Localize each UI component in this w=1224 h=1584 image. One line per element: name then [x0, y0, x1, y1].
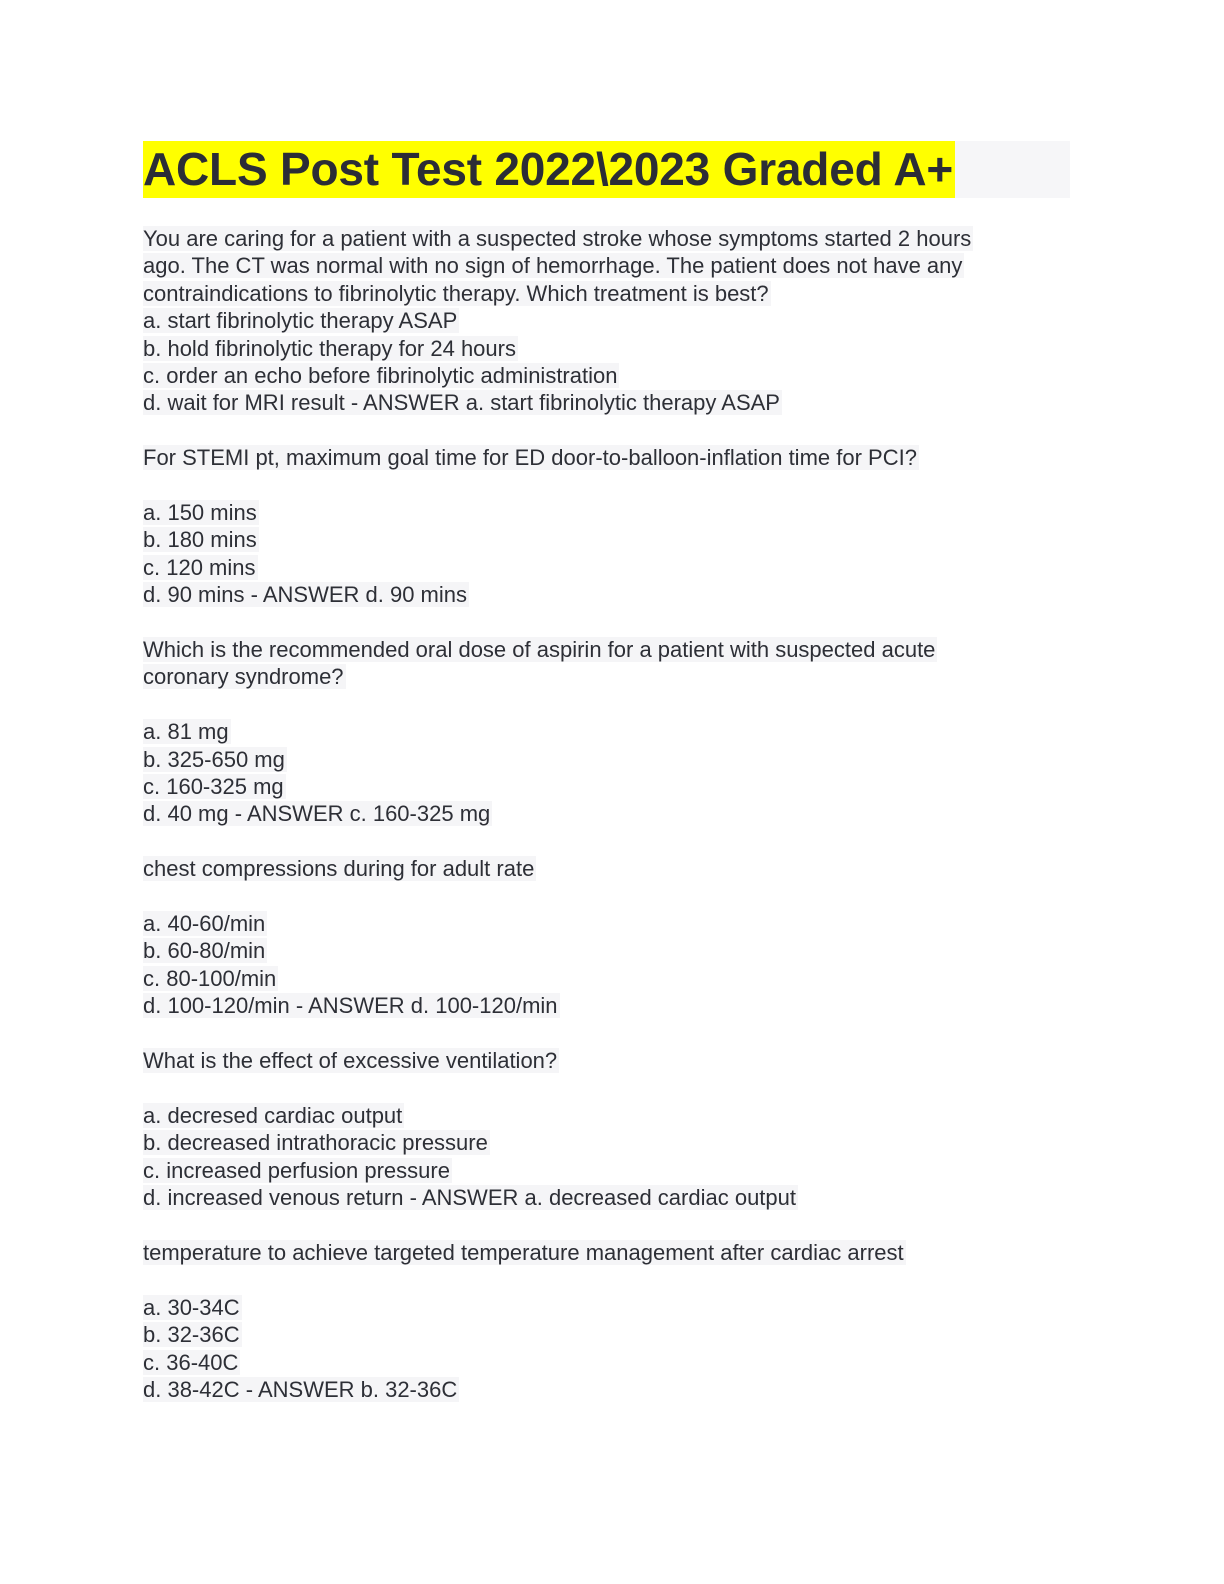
- answer-option: [143, 362, 1073, 389]
- answer-option-text: c. 160-325 mg: [143, 774, 284, 800]
- question-stem-line: [143, 280, 1073, 307]
- blank-line: [143, 691, 1073, 718]
- answer-option: [143, 1321, 1073, 1348]
- answer-option-text: d. 38-42C - ANSWER b. 32-36C: [143, 1376, 458, 1402]
- question-stem-line: [143, 444, 1073, 471]
- blank-line: [143, 883, 1073, 910]
- answer-option-text: b. decreased intrathoracic pressure: [143, 1130, 488, 1156]
- answer-option-with-key: [143, 581, 1073, 608]
- answer-option-text: c. increased perfusion pressure: [143, 1157, 450, 1183]
- blank-line: [143, 472, 1073, 499]
- answer-option: [143, 773, 1073, 800]
- question-stem-text: contraindications to fibrinolytic therapy. Which treatment is best?: [143, 280, 769, 306]
- answer-option-with-key: [143, 1376, 1073, 1403]
- answer-option-with-key: [143, 389, 1073, 416]
- answer-option-text: a. 81 mg: [143, 719, 229, 745]
- answer-option-text: a. 40-60/min: [143, 911, 266, 937]
- answer-option-text: d. 100-120/min - ANSWER d. 100-120/min: [143, 993, 558, 1019]
- question-stem-text: coronary syndrome?: [143, 664, 344, 690]
- blank-line: [143, 1266, 1073, 1293]
- question-block: [143, 1239, 1073, 1403]
- answer-option-text: c. 36-40C: [143, 1349, 239, 1375]
- question-stem-text: You are caring for a patient with a suspected stroke whose symptoms started 2 hours: [143, 226, 972, 251]
- question-block: [143, 1047, 1073, 1211]
- answer-option-with-key: [143, 800, 1073, 827]
- answer-option-text: b. hold fibrinolytic therapy for 24 hours: [143, 335, 516, 361]
- answer-option-text: a. decresed cardiac output: [143, 1102, 403, 1128]
- answer-option: [143, 718, 1073, 745]
- answer-option: [143, 1294, 1073, 1321]
- answer-option: [143, 965, 1073, 992]
- answer-option: [143, 554, 1073, 581]
- answer-option-text: d. 90 mins - ANSWER d. 90 mins: [143, 582, 467, 608]
- question-list: [143, 225, 1073, 1431]
- answer-option-text: b. 180 mins: [143, 527, 257, 553]
- answer-option-text: b. 32-36C: [143, 1322, 240, 1348]
- question-stem-line: [143, 225, 1073, 252]
- question-block: [143, 444, 1073, 608]
- answer-option-text: b. 325-650 mg: [143, 746, 285, 772]
- answer-option: [143, 1349, 1073, 1376]
- answer-option-text: d. increased venous return - ANSWER a. decreased cardiac output: [143, 1185, 797, 1211]
- answer-option: [143, 746, 1073, 773]
- answer-option-with-key: [143, 1184, 1073, 1211]
- question-stem-line: [143, 636, 1073, 663]
- question-block: [143, 225, 1073, 417]
- question-stem-line: [143, 1047, 1073, 1074]
- answer-option-text: a. start fibrinolytic therapy ASAP: [143, 308, 458, 334]
- question-stem-text: For STEMI pt, maximum goal time for ED door-to-balloon-inflation time for PCI?: [143, 445, 917, 471]
- answer-option-text: d. 40 mg - ANSWER c. 160-325 mg: [143, 801, 491, 827]
- answer-option-text: c. 80-100/min: [143, 965, 277, 991]
- answer-option: [143, 1102, 1073, 1129]
- answer-option: [143, 1157, 1073, 1184]
- blank-line: [143, 1075, 1073, 1102]
- question-stem-text: What is the effect of excessive ventilation?: [143, 1048, 558, 1074]
- answer-option-text: c. order an echo before fibrinolytic administration: [143, 362, 618, 388]
- question-stem-text: temperature to achieve targeted temperature management after cardiac arrest: [143, 1240, 904, 1265]
- answer-option-text: a. 30-34C: [143, 1294, 240, 1320]
- question-stem-line: [143, 252, 1073, 279]
- answer-option-text: d. wait for MRI result - ANSWER a. start fibrinolytic therapy ASAP: [143, 390, 780, 416]
- question-block: [143, 636, 1073, 828]
- answer-option: [143, 1129, 1073, 1156]
- question-stem-text: ago. The CT was normal with no sign of hemorrhage. The patient does not have any: [143, 253, 963, 279]
- answer-option-with-key: [143, 992, 1073, 1019]
- question-stem-line: [143, 663, 1073, 690]
- answer-option-text: a. 150 mins: [143, 500, 257, 526]
- document-title: ACLS Post Test 2022\2023 Graded A+: [143, 141, 955, 198]
- question-stem-text: chest compressions during for adult rate: [143, 856, 535, 882]
- answer-option-text: b. 60-80/min: [143, 938, 266, 964]
- answer-option: [143, 910, 1073, 937]
- answer-option: [143, 526, 1073, 553]
- question-stem-line: [143, 855, 1073, 882]
- question-stem-line: [143, 1239, 1073, 1266]
- question-block: [143, 855, 1073, 1019]
- answer-option: [143, 937, 1073, 964]
- question-stem-text: Which is the recommended oral dose of aspirin for a patient with suspected acute: [143, 637, 936, 663]
- answer-option: [143, 499, 1073, 526]
- answer-option: [143, 307, 1073, 334]
- answer-option: [143, 335, 1073, 362]
- answer-option-text: c. 120 mins: [143, 554, 256, 580]
